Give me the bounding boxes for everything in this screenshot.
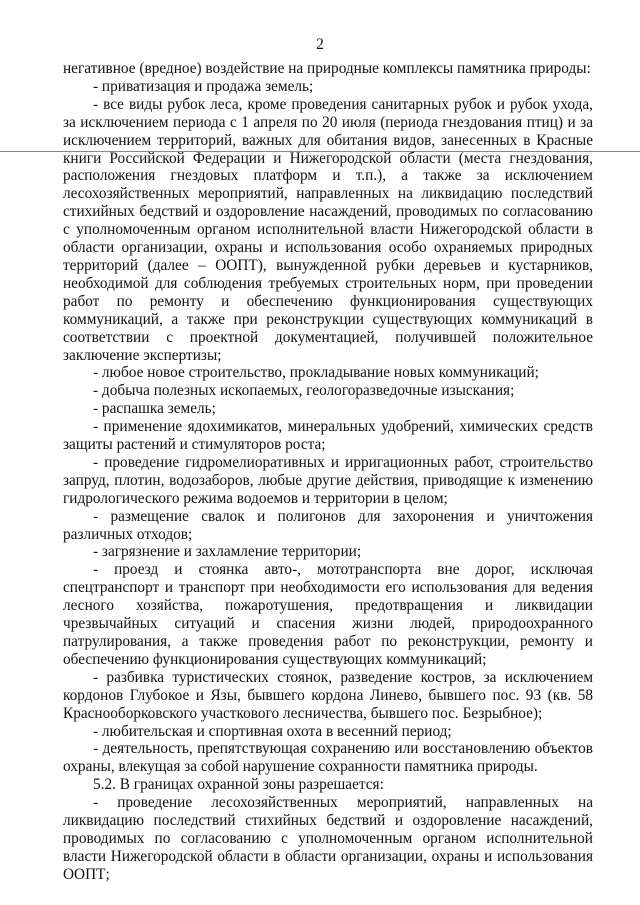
list-item: - проведение лесохозяйственных мероприятий, направленных на ликвидацию последствий стихийных бедствий и оздоровление насаждений, проводимых по согласованию с уполномоченным органом исполнительной власти Нижегородской области в области организации, охраны и использования ООПТ; bbox=[63, 794, 593, 883]
list-item: - все виды рубок леса, кроме проведения санитарных рубок и рубок ухода, за исключением периода с 1 апреля по 20 июля (периода гнездования птиц) и за исключением территорий, важных для обитания видов, занесенных в Красные книги Российской Федерации и Нижегородской области (места гнездования, расположения гнездовых платформ и т.п.), а также за исключением лесохозяйственных мероприятий, направленных на ликвидацию последствий стихийных бедствий и оздоровление насаждений, проводимых по согласованию с уполномоченным органом исполнительной власти Нижегородской области в области организации, охраны и использования особо охраняемых природных территорий (далее – ООПТ), вынужденной рубки деревьев и кустарников, необходимой для соблюдения требуемых строительных норм, при проведении работ по ремонту и обеспечению функционирования существующих коммуникаций, а также при реконструкции существующих коммуникаций в соответствии с проектной документацией, получившей положительное заключение экспертизы; bbox=[63, 95, 593, 364]
list-item: - любительская и спортивная охота в весенний период; bbox=[93, 722, 452, 740]
list-item: - приватизация и продажа земель; bbox=[93, 77, 314, 95]
list-item: - добыча полезных ископаемых, геологоразведочные изыскания; bbox=[93, 382, 515, 400]
page-number: 2 bbox=[316, 36, 324, 53]
list-item: - проведение гидромелиоративных и ирригационных работ, строительство запруд, плотин, водозаборов, любые другие действия, приводящие к изменению гидрологического режима водоемов и территории в целом; bbox=[63, 453, 593, 507]
list-item: - проезд и стоянка авто-, мототранспорта вне дорог, исключая спецтранспорт и транспорт при необходимости его использования для ведения лесного хозяйства, пожаротушения, предотвращения и ликвидации чрезвычайных ситуаций и спасения жизни людей, природоохранного патрулирования, а также проведения работ по реконструкции, ремонту и обеспечению функционирования существующих коммуникаций; bbox=[63, 561, 593, 668]
section-heading: 5.2. В границах охранной зоны разрешается: bbox=[93, 776, 384, 794]
paragraph-continuation: негативное (вредное) воздействие на природные комплексы памятника природы: bbox=[63, 60, 591, 77]
document-body bbox=[63, 60, 593, 884]
list-item: - любое новое строительство, прокладывание новых коммуникаций; bbox=[93, 364, 539, 382]
list-item: - размещение свалок и полигонов для захоронения и уничтожения различных отходов; bbox=[63, 507, 593, 543]
list-item: - распашка земель; bbox=[93, 400, 216, 418]
list-item: - применение ядохимикатов, минеральных удобрений, химических средств защиты растений и стимуляторов роста; bbox=[63, 418, 593, 454]
list-item: - загрязнение и захламление территории; bbox=[93, 543, 362, 561]
list-item: - деятельность, препятствующая сохранению или восстановлению объектов охраны, влекущая за собой нарушение сохранности памятника природы. bbox=[63, 740, 593, 776]
list-item: - разбивка туристических стоянок, разведение костров, за исключением кордонов Глубокое и Язы, бывшего кордона Линево, бывшего пос. 93 (кв. 58 Краснооборковского участкового лесничества, бывшего пос. Безрыбное); bbox=[63, 668, 593, 722]
